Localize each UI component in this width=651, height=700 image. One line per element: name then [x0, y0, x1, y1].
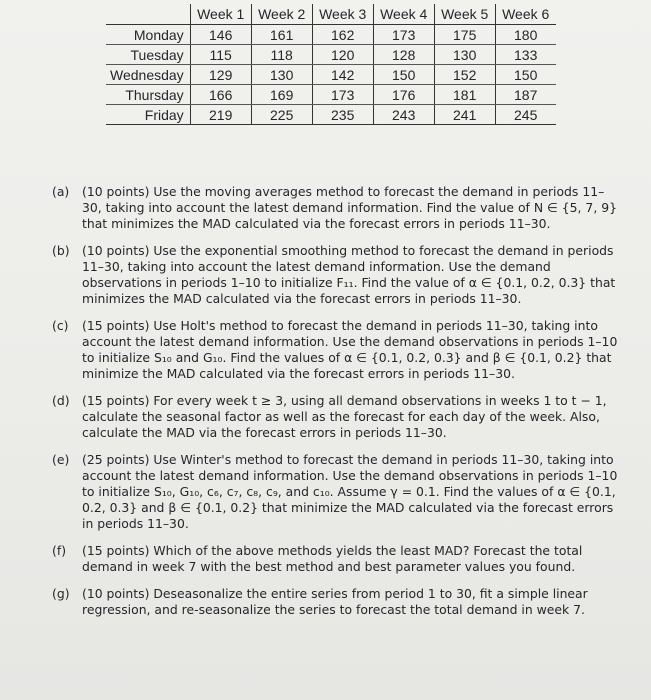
question-text: (15 points) Which of the above methods yields the least MAD? Forecast the total demand in week 7 with the best method and best parameter values you found.: [82, 543, 583, 574]
table-cell: 133: [495, 45, 556, 65]
question-d: [52, 393, 622, 441]
table-row: [106, 105, 556, 125]
table-cell: 142: [312, 65, 373, 85]
question-b: [52, 243, 622, 307]
table-cell: 146: [190, 25, 251, 45]
day-label: Wednesday: [106, 65, 190, 85]
table-cell: 130: [434, 45, 495, 65]
table-header-row: [106, 4, 556, 25]
table-cell: 115: [190, 45, 251, 65]
question-a: [52, 184, 622, 232]
question-text: (25 points) Use Winter's method to forecast the demand in periods 11–30, taking into account the latest demand information. Use the demand observations in periods 1–10 to initialize S₁₀, G₁₀, c₆, c₇, c₈, c₉, and c₁₀. Assume γ = 0.1. Find the values of α ∈ {0.1, 0.2, 0.3} and β ∈ {0.1, 0.2} that minimize the MAD calculated via the forecast errors in periods 11–30.: [82, 452, 618, 531]
header-week-4: Week 4: [373, 4, 434, 25]
table-cell: 152: [434, 65, 495, 85]
table-cell: 187: [495, 85, 556, 105]
header-week-3: Week 3: [312, 4, 373, 25]
table-row: [106, 45, 556, 65]
day-label: Friday: [106, 105, 190, 125]
table-cell: 245: [495, 105, 556, 125]
table-cell: 161: [251, 25, 312, 45]
table-cell: 225: [251, 105, 312, 125]
table-cell: 150: [495, 65, 556, 85]
table-cell: 130: [251, 65, 312, 85]
question-label: (f): [52, 543, 67, 558]
day-label: Thursday: [106, 85, 190, 105]
table-corner-cell: [106, 4, 190, 25]
question-g: [52, 586, 622, 618]
question-label: (g): [52, 586, 70, 601]
header-week-5: Week 5: [434, 4, 495, 25]
question-f: [52, 543, 622, 575]
table-cell: 181: [434, 85, 495, 105]
table-cell: 219: [190, 105, 251, 125]
table-cell: 118: [251, 45, 312, 65]
table-cell: 241: [434, 105, 495, 125]
question-list: [52, 184, 622, 629]
table-row: [106, 25, 556, 45]
table-cell: 243: [373, 105, 434, 125]
table-row: [106, 65, 556, 85]
table-cell: 166: [190, 85, 251, 105]
question-e: [52, 452, 622, 532]
demand-table: [106, 4, 556, 125]
table-cell: 175: [434, 25, 495, 45]
table-cell: 235: [312, 105, 373, 125]
table-row: [106, 85, 556, 105]
header-week-2: Week 2: [251, 4, 312, 25]
day-label: Monday: [106, 25, 190, 45]
header-week-1: Week 1: [190, 4, 251, 25]
table-cell: 173: [312, 85, 373, 105]
table-cell: 173: [373, 25, 434, 45]
table-cell: 180: [495, 25, 556, 45]
table-cell: 162: [312, 25, 373, 45]
table-cell: 150: [373, 65, 434, 85]
question-text: (10 points) Use the exponential smoothing method to forecast the demand in periods 11–30, taking into account the latest demand information. Use the demand observations in periods 1–10 to initialize F₁₁. Find the value of α ∈ {0.1, 0.2, 0.3} that minimizes the MAD calculated via the forecast errors in periods 11–30.: [82, 243, 616, 306]
question-text: (15 points) Use Holt's method to forecast the demand in periods 11–30, taking into account the latest demand information. Use the demand observations in periods 1–10 to initialize S₁₀ and G₁₀. Find the values of α ∈ {0.1, 0.2, 0.3} and β ∈ {0.1, 0.2} that minimize the MAD calculated via the forecast errors in periods 11–30.: [82, 318, 618, 381]
question-label: (a): [52, 184, 70, 199]
question-label: (b): [52, 243, 70, 258]
table-cell: 169: [251, 85, 312, 105]
header-week-6: Week 6: [495, 4, 556, 25]
day-label: Tuesday: [106, 45, 190, 65]
question-label: (c): [52, 318, 69, 333]
question-label: (d): [52, 393, 70, 408]
question-text: (10 points) Use the moving averages method to forecast the demand in periods 11–30, taking into account the latest demand information. Find the value of N ∈ {5, 7, 9} that minimizes the MAD calculated via the forecast errors in periods 11–30.: [82, 184, 617, 231]
table-cell: 128: [373, 45, 434, 65]
table-cell: 129: [190, 65, 251, 85]
question-c: [52, 318, 622, 382]
question-text: (10 points) Deseasonalize the entire series from period 1 to 30, fit a simple linear regression, and re-seasonalize the series to forecast the total demand in week 7.: [82, 586, 588, 617]
question-label: (e): [52, 452, 70, 467]
question-text: (15 points) For every week t ≥ 3, using all demand observations in weeks 1 to t − 1, calculate the seasonal factor as well as the forecast for each day of the week. Also, calculate the MAD via the forecast errors in periods 11–30.: [82, 393, 607, 440]
table-cell: 120: [312, 45, 373, 65]
table-cell: 176: [373, 85, 434, 105]
